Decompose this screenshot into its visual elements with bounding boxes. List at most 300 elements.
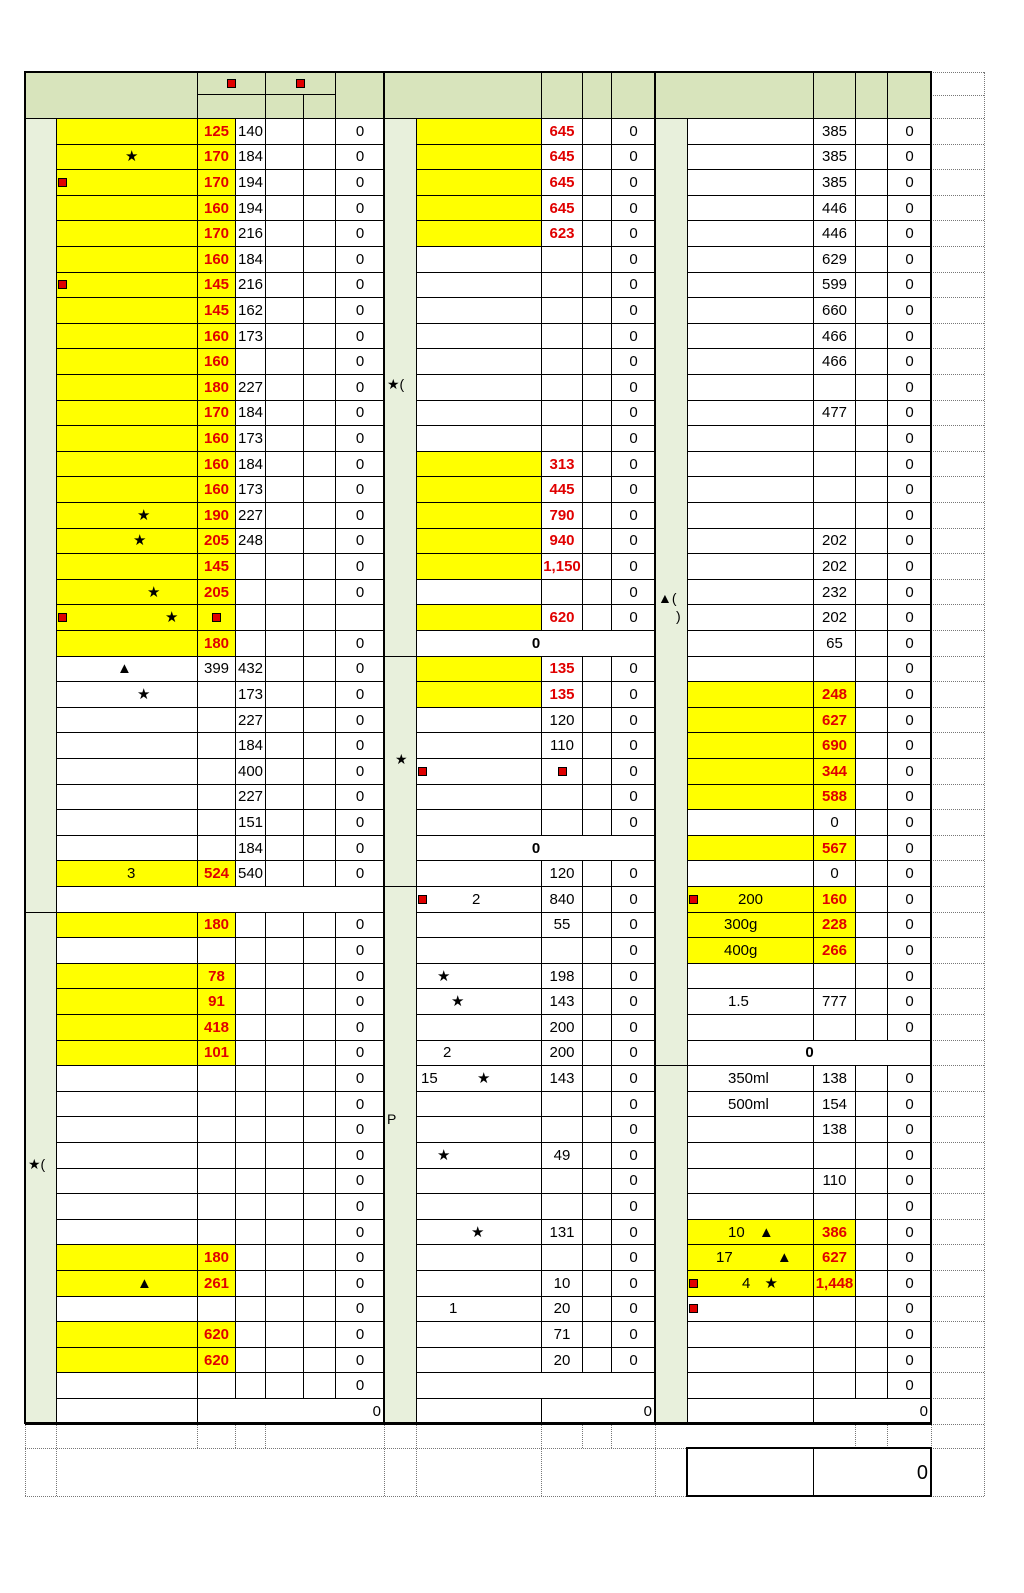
qty-input-cell[interactable] xyxy=(855,118,888,145)
amount-value: 0 xyxy=(905,455,914,473)
qty-input-cell[interactable] xyxy=(265,1193,304,1220)
qty-input-cell[interactable] xyxy=(265,732,304,759)
qty-input-cell[interactable] xyxy=(265,1372,304,1399)
qty-input-cell[interactable] xyxy=(265,1321,304,1348)
qty-input-cell[interactable] xyxy=(582,758,612,785)
grand-total-cell xyxy=(813,1448,932,1497)
qty-input-cell[interactable] xyxy=(265,758,304,785)
item-label-cell xyxy=(687,1321,814,1348)
qty-input-cell[interactable] xyxy=(303,374,336,401)
amount-cell xyxy=(887,1321,932,1348)
qty-input-cell[interactable] xyxy=(303,784,336,811)
qty-input-cell[interactable] xyxy=(303,297,336,324)
price-cell xyxy=(197,579,236,606)
amount-cell xyxy=(887,297,932,324)
qty-input-cell[interactable] xyxy=(265,579,304,606)
grid-line xyxy=(931,195,984,196)
qty-input-cell[interactable] xyxy=(855,272,888,299)
amount-value: 0 xyxy=(355,1121,365,1139)
qty-input-cell[interactable] xyxy=(582,1321,612,1348)
qty-input-cell[interactable] xyxy=(855,476,888,503)
item-label-cell xyxy=(687,784,814,811)
qty-input-cell[interactable] xyxy=(582,323,612,350)
qty-input-cell[interactable] xyxy=(303,988,336,1015)
amount-value: 0 xyxy=(905,685,914,703)
grid-line xyxy=(931,1065,984,1066)
qty-input-cell[interactable] xyxy=(303,1040,336,1067)
qty-input-cell[interactable] xyxy=(855,297,888,324)
qty-input-cell[interactable] xyxy=(855,195,888,222)
qty-input-cell[interactable] xyxy=(855,553,888,580)
qty-input-cell[interactable] xyxy=(582,707,612,734)
value-text: 216 xyxy=(237,225,264,243)
qty-input-cell[interactable] xyxy=(582,1270,612,1297)
item-label-cell xyxy=(687,1219,814,1246)
qty-input-cell[interactable] xyxy=(265,118,304,145)
qty-input-cell[interactable] xyxy=(582,1014,612,1041)
qty-input-cell[interactable] xyxy=(855,1065,888,1092)
qty-input-cell[interactable] xyxy=(582,1142,612,1169)
price-cell xyxy=(813,1116,856,1143)
qty-input-cell[interactable] xyxy=(303,476,336,503)
price-cell xyxy=(197,860,236,887)
qty-input-cell[interactable] xyxy=(855,1116,888,1143)
qty-input-cell[interactable] xyxy=(582,1091,612,1118)
qty-input-cell[interactable] xyxy=(582,528,612,555)
qty-input-cell[interactable] xyxy=(582,1168,612,1195)
qty-input-cell[interactable] xyxy=(303,604,336,631)
qty-input-cell[interactable] xyxy=(303,656,336,683)
value-cell xyxy=(235,169,266,196)
qty-input-cell[interactable] xyxy=(303,1091,336,1118)
qty-input-cell[interactable] xyxy=(303,1065,336,1092)
qty-input-cell[interactable] xyxy=(855,1219,888,1246)
price-cell xyxy=(541,553,583,580)
grid-line xyxy=(931,246,984,247)
qty-input-cell[interactable] xyxy=(265,1219,304,1246)
item-label-cell xyxy=(56,1296,198,1323)
qty-input-cell[interactable] xyxy=(855,886,888,913)
qty-input-cell[interactable] xyxy=(855,630,888,657)
qty-input-cell[interactable] xyxy=(303,169,336,196)
qty-input-cell[interactable] xyxy=(855,1168,888,1195)
amount-cell xyxy=(887,246,932,273)
qty-input-cell[interactable] xyxy=(855,374,888,401)
qty-input-cell[interactable] xyxy=(265,1040,304,1067)
price-cell xyxy=(541,323,583,350)
qty-input-cell[interactable] xyxy=(303,528,336,555)
qty-input-cell[interactable] xyxy=(855,963,888,990)
price-cell xyxy=(541,604,583,631)
qty-input-cell[interactable] xyxy=(855,502,888,529)
qty-input-cell[interactable] xyxy=(265,1014,304,1041)
qty-input-cell[interactable] xyxy=(855,1142,888,1169)
qty-input-cell[interactable] xyxy=(855,169,888,196)
qty-input-cell[interactable] xyxy=(303,1270,336,1297)
qty-input-cell[interactable] xyxy=(582,1244,612,1271)
grid-line xyxy=(931,348,984,349)
qty-input-cell[interactable] xyxy=(303,348,336,375)
amount-value: 0 xyxy=(905,327,914,345)
qty-input-cell[interactable] xyxy=(303,835,336,862)
price-cell xyxy=(813,144,856,171)
qty-input-cell[interactable] xyxy=(582,118,612,145)
label-text: 300g xyxy=(724,916,758,934)
qty-input-cell[interactable] xyxy=(265,707,304,734)
value-cell xyxy=(235,656,266,683)
category-band xyxy=(25,912,57,1425)
qty-input-cell[interactable] xyxy=(855,988,888,1015)
amount-cell xyxy=(887,809,932,836)
amount-cell xyxy=(335,630,385,657)
price-value: 160 xyxy=(203,353,230,371)
qty-input-cell[interactable] xyxy=(265,374,304,401)
amount-value: 0 xyxy=(905,404,914,422)
category-band xyxy=(384,118,417,657)
qty-input-cell[interactable] xyxy=(303,1219,336,1246)
amount-value: 0 xyxy=(905,916,914,934)
qty-input-cell[interactable] xyxy=(265,630,304,657)
qty-input-cell[interactable] xyxy=(303,1168,336,1195)
qty-input-cell[interactable] xyxy=(582,1040,612,1067)
value-cell xyxy=(235,323,266,350)
qty-input-cell[interactable] xyxy=(855,323,888,350)
qty-input-cell[interactable] xyxy=(855,1296,888,1323)
qty-input-cell[interactable] xyxy=(855,656,888,683)
qty-input-cell[interactable] xyxy=(303,323,336,350)
qty-input-cell[interactable] xyxy=(303,579,336,606)
amount-cell xyxy=(335,835,385,862)
value-text: 173 xyxy=(237,327,264,345)
qty-input-cell[interactable] xyxy=(582,272,612,299)
qty-input-cell[interactable] xyxy=(265,784,304,811)
qty-input-cell[interactable] xyxy=(303,1244,336,1271)
amount-value: 0 xyxy=(355,429,365,447)
qty-input-cell[interactable] xyxy=(303,681,336,708)
qty-input-cell[interactable] xyxy=(265,604,304,631)
qty-input-cell[interactable] xyxy=(582,220,612,247)
price-cell xyxy=(541,425,583,452)
qty-input-cell[interactable] xyxy=(582,988,612,1015)
qty-input-cell[interactable] xyxy=(582,1219,612,1246)
header-cell xyxy=(611,72,656,119)
qty-input-cell[interactable] xyxy=(582,246,612,273)
qty-input-cell[interactable] xyxy=(855,860,888,887)
qty-input-cell[interactable] xyxy=(582,579,612,606)
qty-input-cell[interactable] xyxy=(582,860,612,887)
qty-input-cell[interactable] xyxy=(265,144,304,171)
amount-cell xyxy=(335,1244,385,1271)
qty-input-cell[interactable] xyxy=(582,425,612,452)
qty-input-cell[interactable] xyxy=(855,579,888,606)
qty-input-cell[interactable] xyxy=(582,963,612,990)
qty-input-cell[interactable] xyxy=(303,451,336,478)
amount-value: 0 xyxy=(355,634,365,652)
qty-input-cell[interactable] xyxy=(303,912,336,939)
qty-input-cell[interactable] xyxy=(303,732,336,759)
value-cell xyxy=(235,758,266,785)
qty-input-cell[interactable] xyxy=(265,169,304,196)
amount-cell xyxy=(611,758,656,785)
item-label-cell xyxy=(416,1040,542,1067)
price-cell xyxy=(541,144,583,171)
qty-input-cell[interactable] xyxy=(855,732,888,759)
item-label-cell xyxy=(56,1219,198,1246)
qty-input-cell[interactable] xyxy=(265,1244,304,1271)
qty-input-cell[interactable] xyxy=(582,809,612,836)
qty-input-cell[interactable] xyxy=(855,937,888,964)
qty-input-cell[interactable] xyxy=(265,195,304,222)
qty-input-cell[interactable] xyxy=(855,528,888,555)
qty-input-cell[interactable] xyxy=(855,784,888,811)
qty-input-cell[interactable] xyxy=(582,1193,612,1220)
qty-input-cell[interactable] xyxy=(855,348,888,375)
qty-input-cell[interactable] xyxy=(582,502,612,529)
qty-input-cell[interactable] xyxy=(855,1091,888,1118)
qty-input-cell[interactable] xyxy=(855,1270,888,1297)
amount-value: 0 xyxy=(629,378,638,396)
price-cell xyxy=(541,860,583,887)
qty-input-cell[interactable] xyxy=(303,220,336,247)
qty-input-cell[interactable] xyxy=(303,860,336,887)
amount-value: 0 xyxy=(355,506,365,524)
grid-line xyxy=(541,1424,542,1496)
qty-input-cell[interactable] xyxy=(855,809,888,836)
qty-input-cell[interactable] xyxy=(303,502,336,529)
amount-cell xyxy=(335,1372,385,1399)
qty-input-cell[interactable] xyxy=(265,681,304,708)
amount-value: 0 xyxy=(355,173,365,191)
qty-input-cell[interactable] xyxy=(265,1270,304,1297)
qty-input-cell[interactable] xyxy=(303,1116,336,1143)
qty-input-cell[interactable] xyxy=(265,1065,304,1092)
qty-input-cell[interactable] xyxy=(582,169,612,196)
qty-input-cell[interactable] xyxy=(265,1116,304,1143)
qty-input-cell[interactable] xyxy=(265,425,304,452)
price-cell xyxy=(813,1347,856,1374)
amount-cell xyxy=(887,169,932,196)
qty-input-cell[interactable] xyxy=(303,937,336,964)
item-label-cell xyxy=(687,476,814,503)
qty-input-cell[interactable] xyxy=(303,425,336,452)
qty-input-cell[interactable] xyxy=(582,1347,612,1374)
qty-input-cell[interactable] xyxy=(303,144,336,171)
qty-input-cell[interactable] xyxy=(855,758,888,785)
qty-input-cell[interactable] xyxy=(265,272,304,299)
qty-input-cell[interactable] xyxy=(265,528,304,555)
qty-input-cell[interactable] xyxy=(303,1321,336,1348)
amount-cell xyxy=(887,1219,932,1246)
qty-input-cell[interactable] xyxy=(265,220,304,247)
amount-cell xyxy=(887,348,932,375)
qty-input-cell[interactable] xyxy=(265,1296,304,1323)
qty-input-cell[interactable] xyxy=(303,707,336,734)
qty-input-cell[interactable] xyxy=(265,835,304,862)
qty-input-cell[interactable] xyxy=(265,1168,304,1195)
qty-input-cell[interactable] xyxy=(855,246,888,273)
amount-value: 0 xyxy=(355,1146,365,1164)
qty-input-cell[interactable] xyxy=(303,1142,336,1169)
qty-input-cell[interactable] xyxy=(582,553,612,580)
grid-line xyxy=(265,1424,266,1448)
qty-input-cell[interactable] xyxy=(855,1193,888,1220)
qty-input-cell[interactable] xyxy=(855,1347,888,1374)
qty-input-cell[interactable] xyxy=(582,144,612,171)
qty-input-cell[interactable] xyxy=(855,1244,888,1271)
qty-input-cell[interactable] xyxy=(855,144,888,171)
qty-input-cell[interactable] xyxy=(303,195,336,222)
qty-input-cell[interactable] xyxy=(582,681,612,708)
qty-input-cell[interactable] xyxy=(582,732,612,759)
amount-cell xyxy=(611,681,656,708)
qty-input-cell[interactable] xyxy=(855,604,888,631)
amount-cell xyxy=(887,1116,932,1143)
star-icon: ★ xyxy=(147,583,161,601)
amount-value: 0 xyxy=(629,532,638,550)
price-cell xyxy=(197,400,236,427)
item-label-cell xyxy=(416,886,542,913)
amount-value: 0 xyxy=(629,1249,638,1267)
qty-input-cell[interactable] xyxy=(303,758,336,785)
amount-value: 0 xyxy=(629,250,638,268)
qty-input-cell[interactable] xyxy=(265,988,304,1015)
price-cell xyxy=(197,118,236,145)
total-label-cell xyxy=(687,1398,814,1425)
amount-value: 0 xyxy=(629,1095,638,1113)
qty-input-cell[interactable] xyxy=(303,1296,336,1323)
qty-input-cell[interactable] xyxy=(303,809,336,836)
qty-input-cell[interactable] xyxy=(303,630,336,657)
qty-input-cell[interactable] xyxy=(855,1321,888,1348)
qty-input-cell[interactable] xyxy=(303,400,336,427)
qty-input-cell[interactable] xyxy=(303,1347,336,1374)
qty-input-cell[interactable] xyxy=(303,118,336,145)
qty-input-cell[interactable] xyxy=(582,1296,612,1323)
amount-value: 0 xyxy=(905,865,914,883)
amount-cell xyxy=(887,937,932,964)
price-value: 690 xyxy=(821,737,848,755)
qty-input-cell[interactable] xyxy=(265,1091,304,1118)
qty-input-cell[interactable] xyxy=(265,860,304,887)
qty-input-cell[interactable] xyxy=(265,502,304,529)
qty-input-cell[interactable] xyxy=(303,1193,336,1220)
amount-value: 0 xyxy=(905,378,914,396)
price-value: 180 xyxy=(203,634,230,652)
item-label-cell xyxy=(416,1168,542,1195)
qty-input-cell[interactable] xyxy=(855,912,888,939)
qty-input-cell[interactable] xyxy=(855,1014,888,1041)
qty-input-cell[interactable] xyxy=(265,912,304,939)
qty-input-cell[interactable] xyxy=(265,451,304,478)
grid-line xyxy=(931,1244,984,1245)
qty-input-cell[interactable] xyxy=(265,400,304,427)
header-cell xyxy=(813,72,856,119)
price-cell xyxy=(813,604,856,631)
qty-input-cell[interactable] xyxy=(582,604,612,631)
qty-input-cell[interactable] xyxy=(582,451,612,478)
qty-input-cell[interactable] xyxy=(582,476,612,503)
item-label-cell xyxy=(56,272,198,299)
qty-input-cell[interactable] xyxy=(855,707,888,734)
grid-line xyxy=(855,1424,856,1448)
grid-line xyxy=(931,1372,984,1373)
qty-input-cell[interactable] xyxy=(855,1372,888,1399)
qty-input-cell[interactable] xyxy=(303,553,336,580)
price-value: 777 xyxy=(821,993,848,1011)
qty-input-cell[interactable] xyxy=(582,784,612,811)
amount-cell xyxy=(887,1193,932,1220)
amount-value: 0 xyxy=(355,327,365,345)
qty-input-cell[interactable] xyxy=(265,246,304,273)
qty-input-cell[interactable] xyxy=(303,963,336,990)
qty-input-cell[interactable] xyxy=(265,963,304,990)
amount-value: 0 xyxy=(905,711,914,729)
amount-cell xyxy=(335,681,385,708)
qty-input-cell[interactable] xyxy=(582,1116,612,1143)
qty-input-cell[interactable] xyxy=(303,272,336,299)
qty-input-cell[interactable] xyxy=(303,246,336,273)
qty-input-cell[interactable] xyxy=(265,937,304,964)
qty-input-cell[interactable] xyxy=(265,476,304,503)
qty-input-cell[interactable] xyxy=(265,553,304,580)
qty-input-cell[interactable] xyxy=(265,297,304,324)
qty-input-cell[interactable] xyxy=(855,425,888,452)
qty-input-cell[interactable] xyxy=(303,1014,336,1041)
qty-input-cell[interactable] xyxy=(265,348,304,375)
qty-input-cell[interactable] xyxy=(265,809,304,836)
qty-input-cell[interactable] xyxy=(265,1142,304,1169)
price-value: 446 xyxy=(821,225,848,243)
value-cell xyxy=(235,630,266,657)
qty-input-cell[interactable] xyxy=(582,886,612,913)
qty-input-cell[interactable] xyxy=(582,400,612,427)
item-label-cell xyxy=(56,681,198,708)
amount-value: 0 xyxy=(355,788,365,806)
price-cell xyxy=(541,374,583,401)
item-label-cell xyxy=(56,1040,198,1067)
qty-input-cell[interactable] xyxy=(582,912,612,939)
amount-value: 0 xyxy=(905,1377,914,1395)
qty-input-cell[interactable] xyxy=(582,656,612,683)
qty-input-cell[interactable] xyxy=(582,1065,612,1092)
amount-cell xyxy=(887,400,932,427)
qty-input-cell[interactable] xyxy=(855,835,888,862)
qty-input-cell[interactable] xyxy=(855,681,888,708)
qty-input-cell[interactable] xyxy=(265,656,304,683)
grid-line xyxy=(931,272,984,273)
qty-input-cell[interactable] xyxy=(582,297,612,324)
qty-input-cell[interactable] xyxy=(265,1347,304,1374)
price-value: 145 xyxy=(203,557,230,575)
value-cell xyxy=(235,272,266,299)
item-label-cell xyxy=(687,707,814,734)
amount-value: 0 xyxy=(905,941,914,959)
amount-value: 0 xyxy=(905,532,914,550)
qty-input-cell[interactable] xyxy=(582,195,612,222)
grand-total-value: 0 xyxy=(916,1461,928,1484)
qty-input-cell[interactable] xyxy=(855,451,888,478)
qty-input-cell[interactable] xyxy=(265,323,304,350)
qty-input-cell[interactable] xyxy=(303,1372,336,1399)
qty-input-cell[interactable] xyxy=(855,400,888,427)
qty-input-cell[interactable] xyxy=(582,374,612,401)
item-label-cell xyxy=(56,835,198,862)
qty-input-cell[interactable] xyxy=(582,348,612,375)
price-cell xyxy=(197,195,236,222)
qty-input-cell[interactable] xyxy=(582,937,612,964)
qty-input-cell[interactable] xyxy=(855,220,888,247)
price-value: 110 xyxy=(550,737,574,755)
